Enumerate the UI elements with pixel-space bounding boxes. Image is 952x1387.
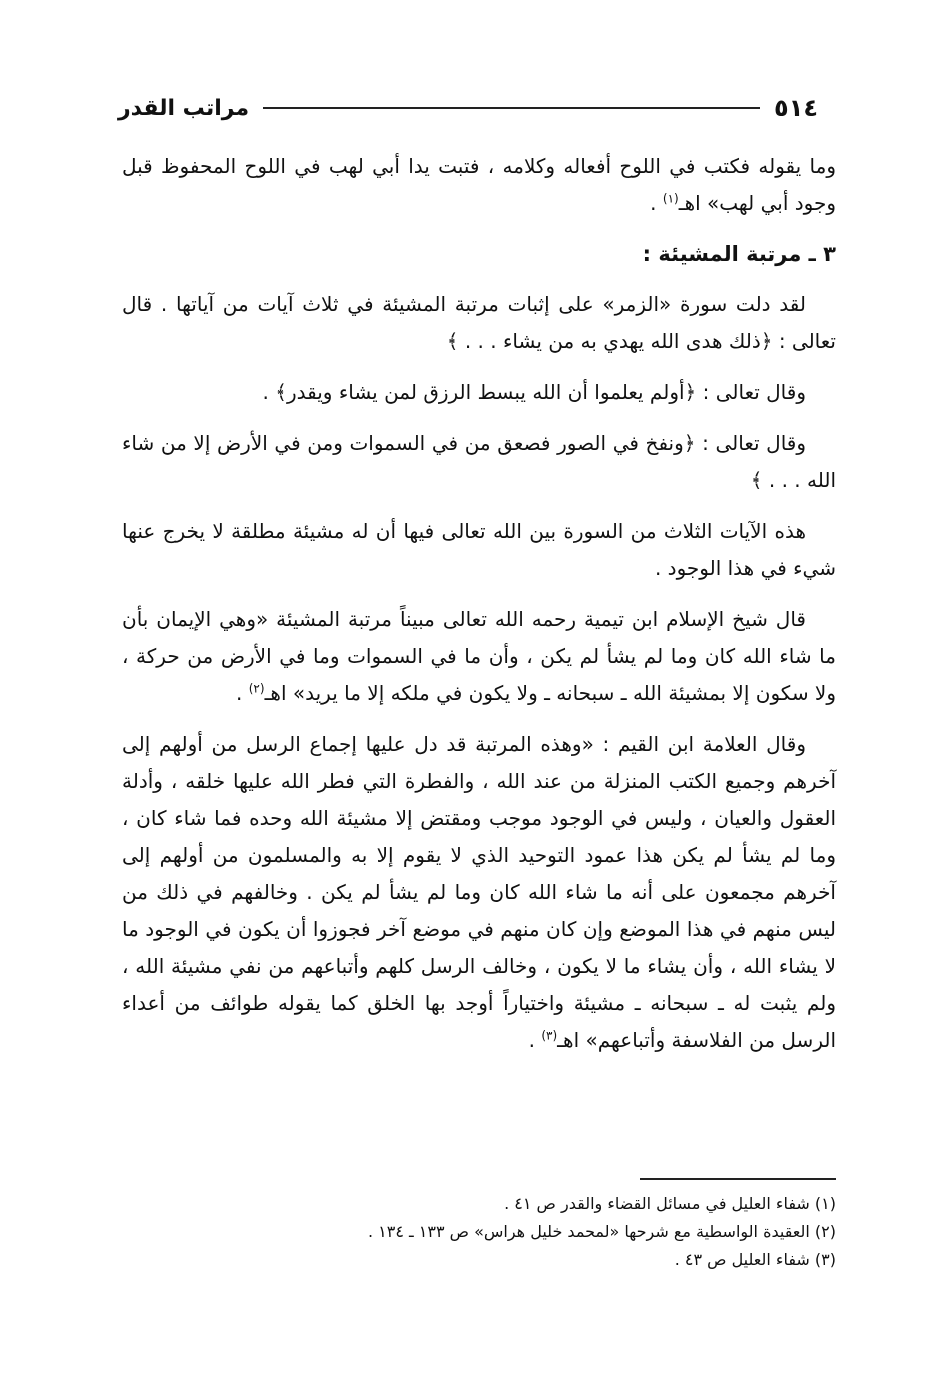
footnote-2: (٢) العقيدة الواسطية مع شرحها «لمحمد خليل هراس» ص ١٣٣ ـ ١٣٤ . (367, 1222, 836, 1241)
footnote-3: (٣) شفاء العليل ص ٤٣ . (674, 1250, 836, 1269)
footnote-ref-3: (٣) (541, 1028, 558, 1043)
paragraph-5: هذه الآيات الثلاث من السورة بين الله تعالى فيها أن له مشيئة مطلقة لا يخرج عنها شيء في هذا الوجود . (122, 519, 836, 580)
footnote-ref-2: (٢) (248, 681, 265, 696)
paragraph-7 (122, 726, 836, 1059)
paragraph-7-text: وقال العلامة ابن القيم : «وهذه المرتبة قد دل عليها إجماع الرسل من أولهم إلى آخرهم وجميع الكتب المنزلة من عند الله ، والفطرة التي فطر الله عليها خلقه ، وأدلة العقول والعيان ، وليس في الوجود موجب ومقتض إلا مشيئة الله وحده فما شاء كان ، وما لم يشأ لم يكن هذا عمود التوحيد الذي لا يقوم إلا به والمسلمون من أولهم إلى آخرهم مجمعون على أنه ما شاء الله كان وما لم يشأ لم يكن . وخالفهم في ذلك من ليس منهم في هذا الموضع وإن كان منهم في موضع آخر فجوزوا أن يكون في الوجود ما لا يشاء الله ، وأن يشاء ما لا يكون ، وخالف الرسل كلهم وأتباعهم من نفي مشيئة الله ، ولم يثبت له ـ سبحانه ـ مشيئة واختياراً أوجد بها الخلق كما يقوله طوائف من أعداء الرسل من الفلاسفة وأتباعهم» اهـ (122, 732, 836, 1052)
running-title: مراتب القدر (118, 95, 250, 121)
paragraph-2: لقد دلت سورة «الزمر» على إثبات مرتبة المشيئة في ثلاث آيات من آياتها . قال تعالى : ﴿ذلك هدى الله يهدي به من يشاء . . . ﴾ (122, 292, 836, 353)
paragraph-1 (122, 148, 836, 222)
paragraph-3: وقال تعالى : ﴿أولم يعلموا أن الله يبسط الرزق لمن يشاء ويقدر﴾ . (262, 380, 806, 404)
page-number: ٥١٤ (774, 94, 818, 122)
paragraph-6-text: قال شيخ الإسلام ابن تيمية رحمه الله تعالى مبيناً مرتبة المشيئة «وهي الإيمان بأن ما شاء الله كان وما لم يشأ لم يكن ، وأن ما في السموات وما في الأرض من حركة ، ولا سكون إلا بمشيئة الله ـ سبحانه ـ ولا يكون في ملكه إلا ما يريد» اهـ (122, 607, 836, 705)
paragraph-6-end: . (236, 681, 249, 705)
footnotes (300, 1190, 836, 1274)
footnote-1: (١) شفاء العليل في مسائل القضاء والقدر ص ٤١ . (504, 1194, 836, 1213)
paragraph-1-text: وما يقوله فكتب في اللوح أفعاله وكلامه ، فتبت يدا أبي لهب في اللوح المحفوظ قبل وجود أبي لهب» اهـ (122, 154, 836, 215)
paragraph-7-end: . (528, 1028, 542, 1052)
header-rule (263, 107, 760, 109)
running-header (118, 88, 818, 128)
footnote-rule (640, 1178, 836, 1180)
footnote-ref-1: (١) (662, 191, 679, 206)
main-text (122, 148, 836, 1073)
section-heading: ٣ ـ مرتبة المشيئة : (642, 242, 836, 266)
paragraph-6 (122, 601, 836, 712)
paragraph-4: وقال تعالى : ﴿ونفخ في الصور فصعق من في السموات ومن في الأرض إلا من شاء الله . . . ﴾ (122, 431, 836, 492)
paragraph-1-end: . (650, 191, 663, 215)
